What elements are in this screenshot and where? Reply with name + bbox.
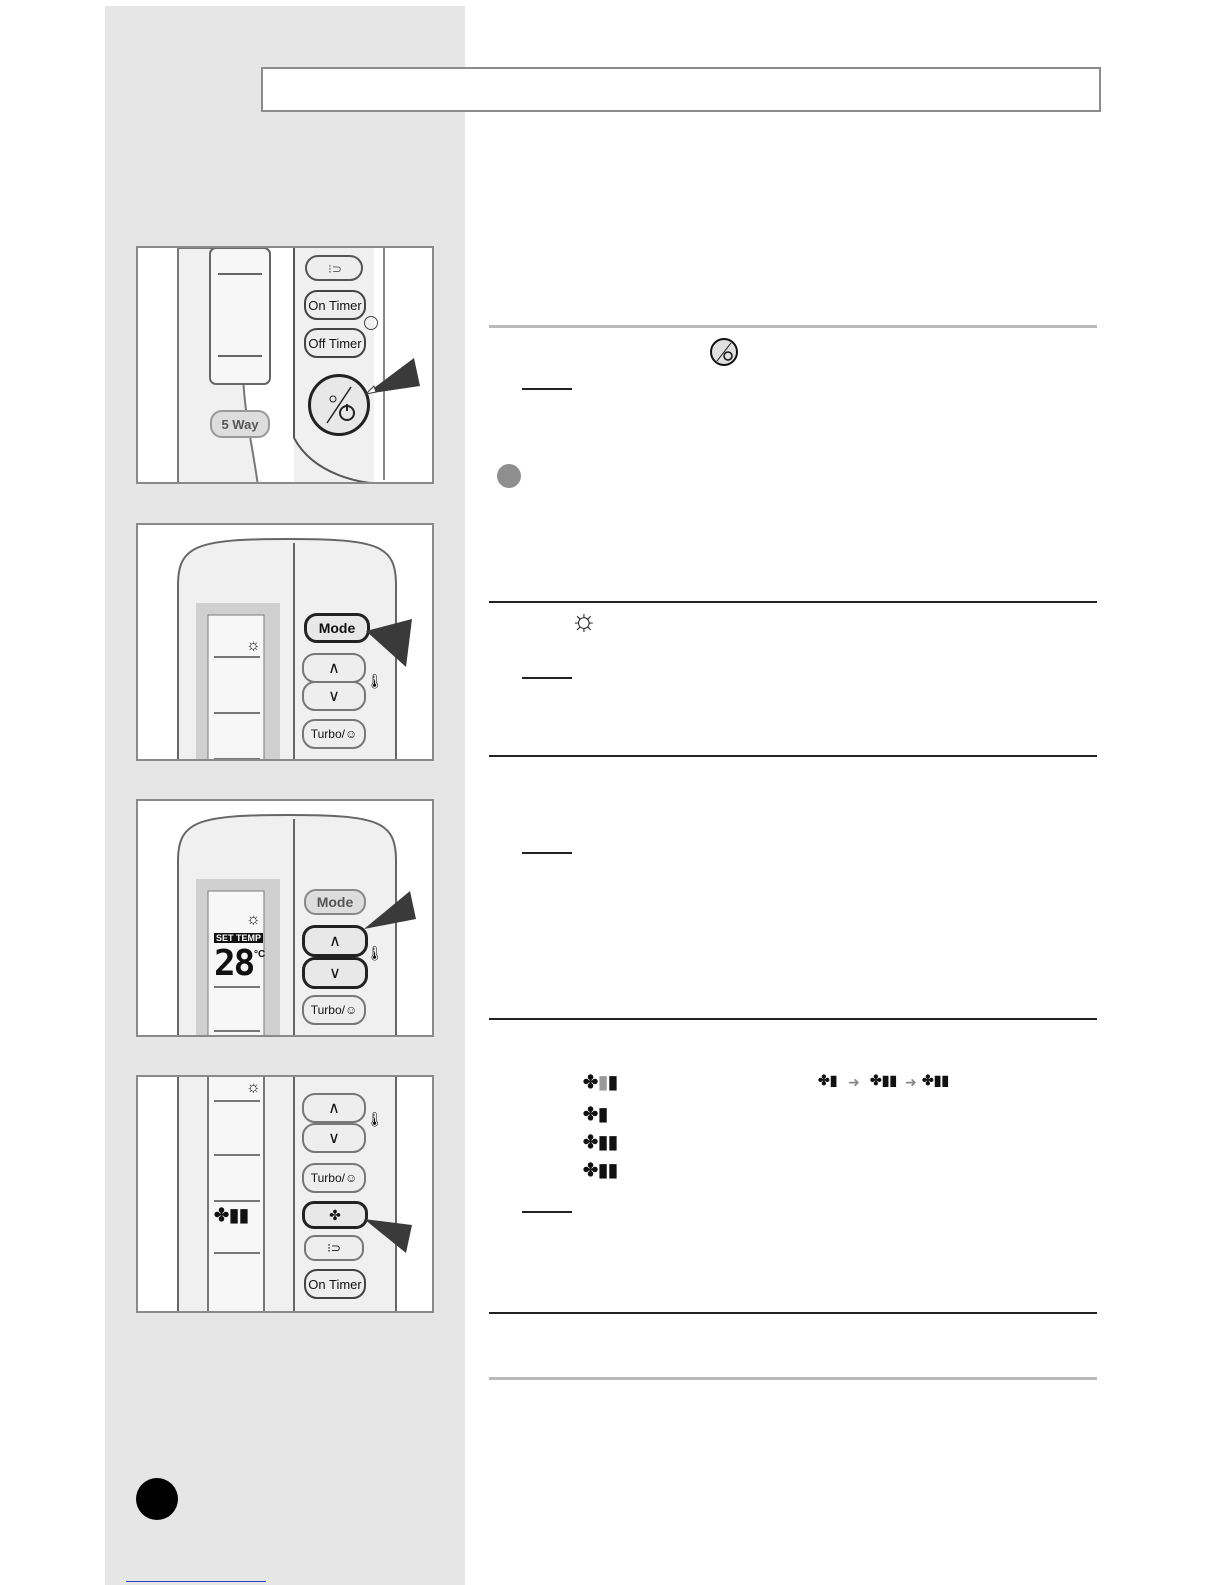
- arrow-right-icon: ➜: [848, 1074, 860, 1090]
- fan-high-icon: ✤▮▮: [214, 1205, 249, 1225]
- page-number: [136, 1478, 178, 1520]
- sidebar-background: [105, 6, 465, 1585]
- turbo-button[interactable]: Turbo/ ☺: [302, 1163, 366, 1193]
- remote-panel-mode: [136, 523, 434, 761]
- section-divider: [489, 601, 1097, 603]
- section-divider: [489, 1312, 1097, 1314]
- temp-down-button[interactable]: ∨: [302, 681, 366, 711]
- fan-low-icon: ✤▮: [818, 1072, 838, 1088]
- arrow-right-icon: ➜: [905, 1074, 917, 1090]
- press-arrow-icon: [362, 356, 422, 404]
- note-underline: [522, 1211, 572, 1213]
- on-timer-button[interactable]: On Timer: [304, 1269, 366, 1299]
- turbo-button[interactable]: Turbo/ ☺: [302, 719, 366, 749]
- page-title-box: [261, 67, 1101, 112]
- remote-panel-timer: [136, 246, 434, 484]
- turbo-button[interactable]: Turbo/ ☺: [302, 995, 366, 1025]
- mode-button[interactable]: Mode: [304, 889, 366, 915]
- temp-up-button[interactable]: ∧: [302, 925, 368, 957]
- section-divider: [489, 755, 1097, 757]
- fan-high-icon: ✤▮▮: [583, 1160, 618, 1180]
- section-divider: [489, 325, 1097, 328]
- sun-icon: ☼: [246, 911, 261, 928]
- temp-down-button[interactable]: ∨: [302, 957, 368, 989]
- sun-icon: ☼: [246, 637, 261, 654]
- temp-down-button[interactable]: ∨: [302, 1123, 366, 1153]
- note-underline: [522, 852, 572, 854]
- fan-speed-button[interactable]: ✤: [302, 1201, 368, 1229]
- set-temp-label: SET TEMP: [216, 933, 262, 943]
- mode-button[interactable]: Mode: [304, 613, 370, 643]
- temperature-unit: °C: [254, 949, 266, 960]
- thermometer-icon: 🌡: [366, 945, 384, 961]
- footer-link-line: [126, 1581, 266, 1582]
- svg-text:⁝⊃: ⁝⊃: [328, 262, 342, 276]
- fan-low-icon: ✤▮: [583, 1104, 608, 1124]
- press-arrow-icon: [360, 1205, 420, 1255]
- set-cancel-icon: [311, 377, 367, 433]
- off-timer-button[interactable]: Off Timer: [304, 328, 366, 358]
- five-way-button[interactable]: 5 Way: [210, 410, 270, 438]
- bullet-icon: [497, 464, 521, 488]
- thermometer-icon: 🌡: [366, 1111, 384, 1127]
- note-underline: [522, 677, 572, 679]
- press-arrow-icon: [362, 617, 422, 667]
- on-timer-button[interactable]: On Timer: [304, 290, 366, 320]
- temp-up-button[interactable]: ∧: [302, 1093, 366, 1123]
- page-number-badge: [136, 1478, 178, 1520]
- sun-icon: ☼: [246, 1079, 261, 1096]
- clock-icon: [364, 316, 378, 330]
- thermometer-icon: 🌡: [366, 673, 384, 689]
- press-arrow-icon: [360, 889, 420, 939]
- section-divider: [489, 1018, 1097, 1020]
- temp-up-button[interactable]: ∧: [302, 653, 366, 683]
- temperature-readout: 28: [214, 943, 254, 984]
- remote-panel-temperature: [136, 799, 434, 1037]
- section-divider: [489, 1377, 1097, 1380]
- fan-auto-icon: ✤▮▮: [583, 1072, 618, 1092]
- note-underline: [522, 388, 572, 390]
- swing-button[interactable]: ⁝⊃: [304, 1235, 364, 1261]
- remote-panel-fan: [136, 1075, 434, 1313]
- fan-medium-icon: ✤▮▮: [870, 1072, 898, 1088]
- set-cancel-icon: [709, 337, 739, 367]
- sun-icon: ☼: [570, 604, 598, 637]
- fan-high-icon: ✤▮▮: [922, 1072, 950, 1088]
- fan-medium-icon: ✤▮▮: [583, 1132, 618, 1152]
- set-cancel-button[interactable]: [308, 374, 370, 436]
